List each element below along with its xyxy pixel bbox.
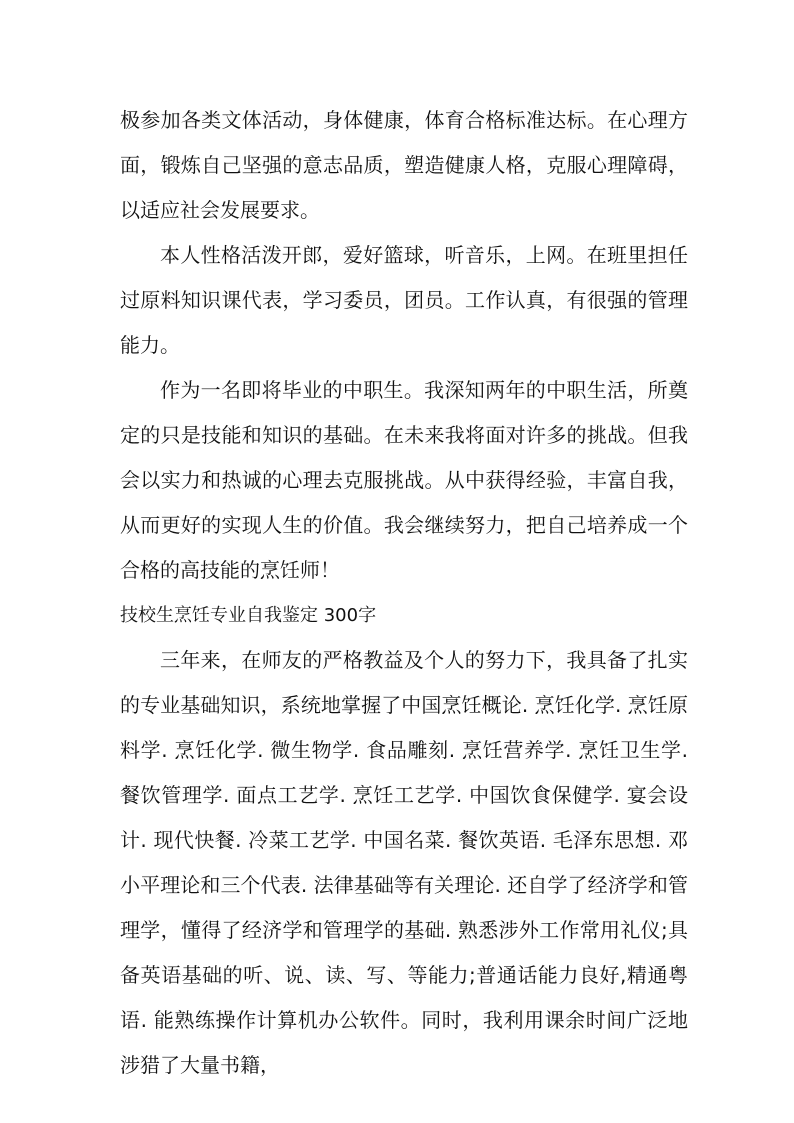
paragraph-continuation: 极参加各类文体活动，身体健康，体育合格标准达标。在心理方面，锻炼自己坚强的意志品质，塑造健康人格，克服心理障碍，以适应社会发展要求。: [120, 108, 688, 222]
paragraph-personality: 本人性格活泼开郎，爱好篮球，听音乐，上网。在班里担任过原料知识课代表，学习委员，团员。工作认真，有很强的管理能力。: [120, 243, 688, 357]
paragraph-aspiration: 作为一名即将毕业的中职生。我深知两年的中职生活，所奠定的只是技能和知识的基础。在未来我将面对许多的挑战。但我会以实力和热诚的心理去克服挑战。从中获得经验，丰富自我，从而更好的实现人生的价值。我会继续努力，把自己培养成一个合格的高技能的烹饪师！: [120, 378, 688, 582]
document-content: [120, 98, 688, 1088]
section-heading: 技校生烹饪专业自我鉴定 300字: [120, 605, 377, 626]
paragraph-self-assessment: 三年来，在师友的严格教益及个人的努力下，我具备了扎实的专业基础知识，系统地掌握了中国烹饪概论. 烹饪化学. 烹饪原料学. 烹饪化学. 微生物学. 食品雕刻. 烹饪营养学. 烹饪卫生学. 餐饮管理学. 面点工艺学. 烹饪工艺学. 中国饮食保健学. 宴会设计. 现代快餐. 冷菜工艺学. 中国名菜. 餐饮英语. 毛泽东思想. 邓小平理论和三个代表. 法律基础等有关理论. 还自学了经济学和管理学，懂得了经济学和管理学的基础. 熟悉涉外工作常用礼仪;具备英语基础的听、说、读、写、等能力;普通话能力良好,精通粤语. 能熟练操作计算机办公软件。同时，我利用课余时间广泛地涉猎了大量书籍，: [120, 648, 688, 1077]
